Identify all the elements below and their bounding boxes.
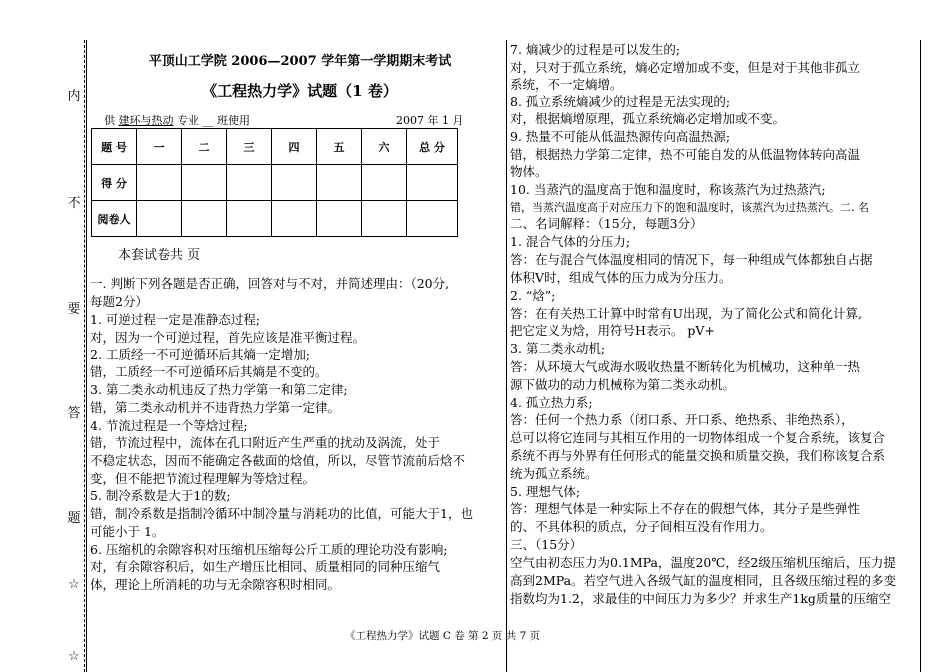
table-header-cell: 四 [272,129,317,165]
row-label: 阅卷人 [92,201,137,237]
text-line: 空气由初态压力为0.1MPa，温度20℃，经2级压缩机压缩后，压力提 [510,555,896,570]
score-cell [182,165,227,201]
text-line: 统为孤立系统。 [510,466,598,481]
text-line: 错，工质经一不可逆循环后其熵是不变的。 [90,364,328,379]
text-line: 3. 第二类永动机违反了热力学第一和第二定律; [90,382,348,397]
column-divider [506,40,507,672]
table-header-cell: 题 号 [92,129,137,165]
text-line: 总可以将它连同与其相互作用的一切物体组成一个复合系统，该复合 [510,430,886,445]
text-line: 错，根据热力学第二定律，热不可能自发的从低温物体转向高温 [510,147,861,162]
grader-cell [182,201,227,237]
text-line: 对，有余隙容积后，如生产增压比相同、质量相同的同种压缩气 [90,559,441,574]
grader-row [92,201,458,237]
text-line: 体积V时，组成气体的压力成为分压力。 [510,270,732,285]
grader-cell [362,201,407,237]
text-line: 3. 第二类永动机; [510,341,606,356]
grader-cell [317,201,362,237]
text-line: 变，但不能把节流过程理解为等焓过程。 [90,471,316,486]
binding-char: 题 [67,511,81,526]
exam-date: 2007 年 1 月 [396,114,464,127]
exam-subtitle: 《工程热力学》试题（1 卷） [202,82,398,100]
grader-cell [227,201,272,237]
total-pages: 本套试卷共 页 [118,248,201,263]
text-line: 4. 节流过程是一个等焓过程; [90,418,248,433]
text-line: 一. 判断下列各题是否正确，回答对与不对，并简述理由：（20分, [90,276,450,291]
table-header-cell: 五 [317,129,362,165]
text-line: 5. 理想气体; [510,484,581,499]
binding-char: 答 [67,406,81,421]
text-line: 源下做功的动力机械称为第二类永动机。 [510,377,736,392]
score-cell [227,165,272,201]
text-line: 答：从环境大气或海水吸收热量不断转化为机械功，这种单一热 [510,359,861,374]
page-footer: 《工程热力学》试题 C 卷 第 2 页 共 7 页 [345,630,541,642]
row-label: 得 分 [92,165,137,201]
text-line: 错，节流过程中，流体在孔口附近产生严重的扰动及涡流，处于 [90,435,441,450]
text-line: 三、（15分） [510,537,583,552]
table-header-cell: 总 分 [407,129,458,165]
text-line: 体，理论上所消耗的功与无余隙容积时相同。 [90,577,341,592]
grader-cell [407,201,458,237]
text-line: 答：理想气体是一种实际上不存在的假想气体，其分子是些弹性 [510,501,861,516]
score-cell [407,165,458,201]
text-line: 可能小于 1。 [90,524,165,539]
text-line: 10. 当蒸汽的温度高于饱和温度时，称该蒸汽为过热蒸汽; [510,182,826,197]
text-line: 8. 孤立系统熵减少的过程是无法实现的; [510,94,731,109]
text-line: 对，因为一个可逆过程，首先应该是准平衡过程。 [90,330,366,345]
text-line: 7. 熵减少的过程是可以发生的; [510,42,681,57]
text-line: 答：在与混合气体温度相同的情况下，每一种组成气体都独自占据 [510,252,873,267]
text-line: 二、名词解释：（15分，每题3分） [510,216,703,231]
text-line: 物体。 [510,164,548,179]
usage-line [104,113,250,129]
score-table-header-row [92,129,458,165]
text-line: 高到2MPa。若空气进入各级气缸的温度相同，且各级压缩过程的多变 [510,573,897,588]
text-line: 答：任何一个热力系（闭口系、开口系、绝热系、非绝热系）， [510,412,854,427]
text-line: 2. 工质经一不可逆循环后其熵一定增加; [90,347,311,362]
text-line: 不稳定状态，因而不能确定各截面的焓值，所以，尽管节流前后焓不 [90,453,466,468]
text-line: 错，当蒸汽温度高于对应压力下的饱和温度时，该蒸汽为过热蒸汽。二. 名 [510,201,869,214]
text-line: 4. 孤立热力系; [510,395,593,410]
right-border-line [920,40,921,672]
score-cell [317,165,362,201]
score-row [92,165,458,201]
score-cell [272,165,317,201]
grader-cell [137,201,182,237]
text-line: 答：在有关热工计算中时常有U出现，为了简化公式和简化计算, [510,306,863,321]
text-line: 2. “焓”; [510,288,556,303]
text-line: 错，第二类永动机并不违背热力学第一定律。 [90,400,341,415]
text-line: 每题2分） [90,294,148,309]
text-line: 6. 压缩机的余隙容积对压缩机压缩每公斤工质的理论功没有影响; [90,542,448,557]
left-border-line [86,40,87,672]
text-line: 对，根据熵增原理，孤立系统熵必定增加或不变。 [510,111,786,126]
text-line: 9. 热量不可能从低温热源传向高温热源; [510,129,731,144]
table-header-cell: 二 [182,129,227,165]
table-header-cell: 六 [362,129,407,165]
binding-char: ☆ [68,577,80,592]
score-cell [362,165,407,201]
usage-prefix: 供 [104,114,115,127]
binding-char: 不 [67,196,81,211]
text-line: 1. 混合气体的分压力; [510,234,631,249]
grader-cell [272,201,317,237]
table-header-cell: 三 [227,129,272,165]
text-line: 错，制冷系数是指制冷循环中制冷量与消耗功的比值，可能大于1，也 [90,506,473,521]
table-header-cell: 一 [137,129,182,165]
score-cell [137,165,182,201]
text-line: 的、不具体积的质点，分子间相互没有作用力。 [510,519,773,534]
binding-char: ☆ [68,649,80,664]
text-line: 把它定义为焓，用符号H表示。 pV+ [510,323,715,338]
score-table [91,128,458,237]
text-line: 对，只对于孤立系统，熵必定增加或不变，但是对于其他非孤立 [510,60,861,75]
major-name: 建环与热动 [118,114,174,127]
binding-margin [64,40,86,672]
text-line: 1. 可逆过程一定是准静态过程; [90,312,261,327]
usage-suffix: 专业 __ 班使用 [177,114,250,127]
binding-dashed-line [84,40,85,672]
binding-char: 内 [67,89,81,104]
text-line: 5. 制冷系数是大于1的数; [90,488,231,503]
text-line: 指数均为1.2，求最佳的中间压力为多少？并求生产1kg质量的压缩空 [510,591,891,606]
binding-char: 要 [67,302,81,317]
exam-title: 平顶山工学院 2006—2007 学年第一学期期末考试 [148,54,452,69]
text-line: 系统，不一定熵增。 [510,77,623,92]
text-line: 系统不再与外界有任何形式的能量交换和质量交换，我们称该复合系 [510,448,886,463]
